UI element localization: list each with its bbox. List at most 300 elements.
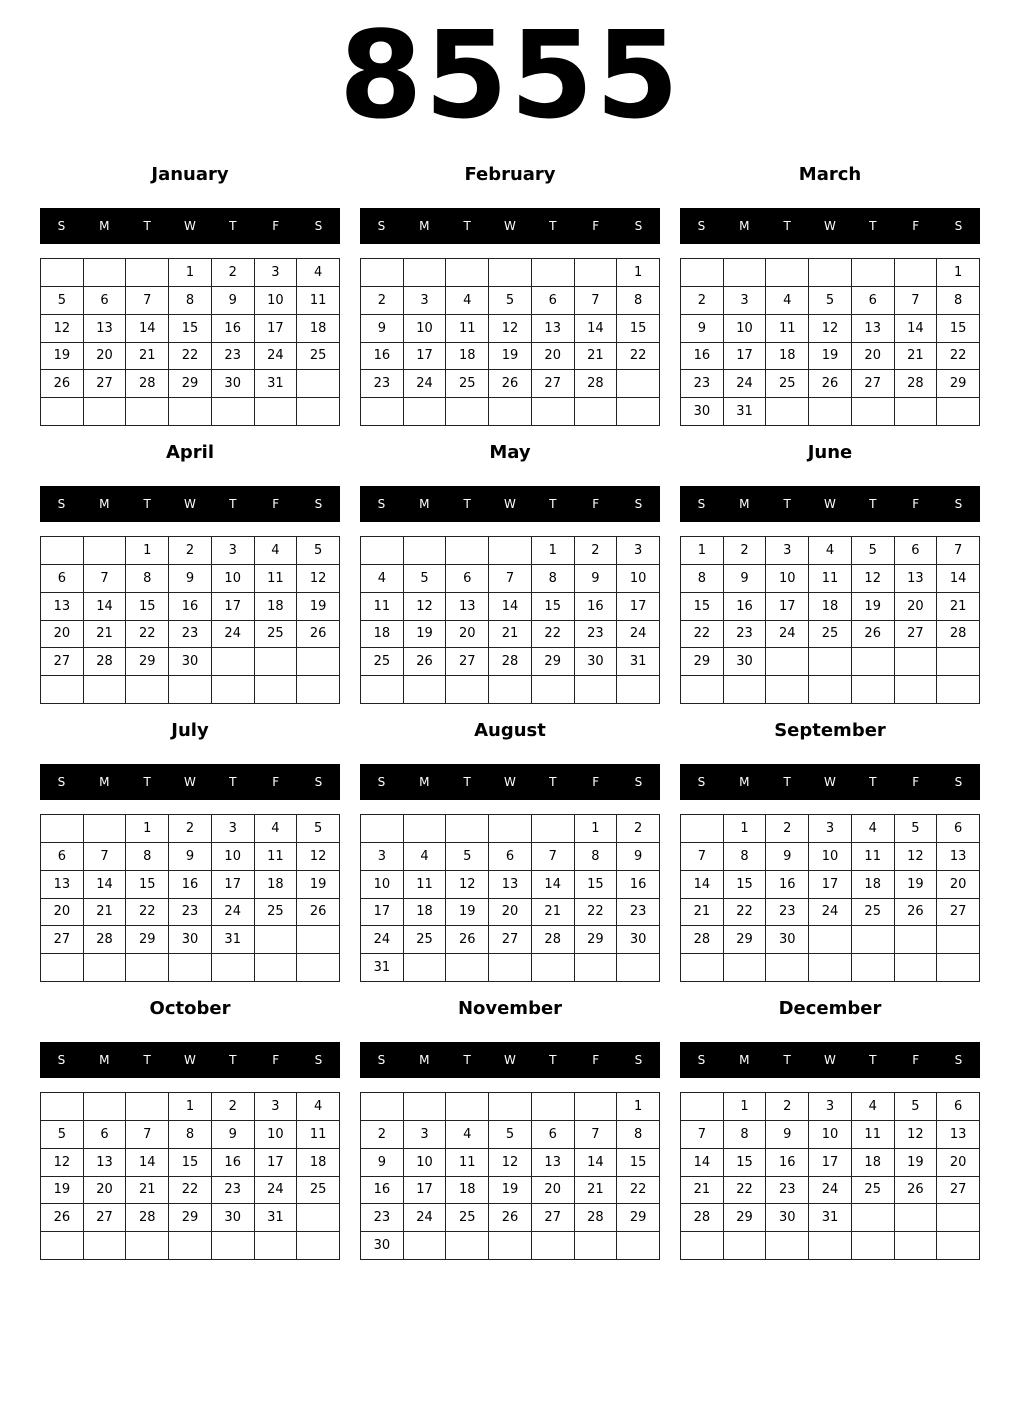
weekday-label: T — [549, 1053, 557, 1067]
weekday-label: T — [783, 219, 791, 233]
day-cell: 2 — [681, 287, 724, 315]
day-cell: 18 — [255, 871, 298, 899]
day-cell: 26 — [852, 621, 895, 649]
day-cell: 4 — [852, 815, 895, 843]
day-cell: 30 — [617, 926, 660, 954]
weekday-label: S — [954, 1053, 963, 1067]
weekday-label: S — [57, 1053, 66, 1067]
empty-day-cell — [852, 954, 895, 982]
day-cell: 2 — [617, 815, 660, 843]
empty-day-cell — [617, 954, 660, 982]
empty-day-cell — [297, 370, 340, 398]
empty-day-cell — [212, 1232, 255, 1260]
day-cell: 18 — [361, 621, 404, 649]
day-cell: 31 — [809, 1204, 852, 1232]
empty-day-cell — [809, 398, 852, 426]
day-cell: 24 — [809, 1177, 852, 1205]
day-cell: 28 — [937, 621, 980, 649]
day-cell: 9 — [766, 1121, 809, 1149]
day-cell: 24 — [255, 1177, 298, 1205]
day-cell: 29 — [126, 926, 169, 954]
month-name: May — [489, 442, 531, 463]
weekday-label: F — [912, 497, 920, 511]
empty-day-cell — [255, 926, 298, 954]
day-cell: 10 — [809, 1121, 852, 1149]
day-cell: 26 — [895, 899, 938, 927]
day-cell: 25 — [766, 370, 809, 398]
day-cell: 22 — [724, 1177, 767, 1205]
day-cell: 18 — [766, 343, 809, 371]
day-cell: 8 — [126, 843, 169, 871]
weekday-label: T — [869, 497, 877, 511]
day-cell: 11 — [446, 315, 489, 343]
weekday-label: T — [463, 1053, 471, 1067]
day-cell: 3 — [404, 1121, 447, 1149]
day-cell: 5 — [809, 287, 852, 315]
weekday-label: F — [592, 1053, 600, 1067]
day-cell: 29 — [169, 370, 212, 398]
day-cell: 1 — [126, 815, 169, 843]
day-cell: 16 — [212, 315, 255, 343]
day-cell: 7 — [532, 843, 575, 871]
empty-day-cell — [361, 259, 404, 287]
day-cell: 2 — [361, 287, 404, 315]
empty-day-cell — [297, 1232, 340, 1260]
empty-day-cell — [297, 1204, 340, 1232]
day-cell: 5 — [297, 537, 340, 565]
day-cell: 11 — [404, 871, 447, 899]
empty-day-cell — [937, 398, 980, 426]
empty-day-cell — [766, 398, 809, 426]
day-cell: 15 — [169, 315, 212, 343]
day-cell: 26 — [489, 370, 532, 398]
day-cell: 23 — [361, 1204, 404, 1232]
day-cell: 3 — [255, 259, 298, 287]
day-cell: 20 — [41, 899, 84, 927]
day-cell: 7 — [126, 287, 169, 315]
day-cell: 15 — [617, 1149, 660, 1177]
empty-day-cell — [404, 259, 447, 287]
empty-day-cell — [297, 676, 340, 704]
day-cell: 12 — [41, 315, 84, 343]
empty-day-cell — [766, 259, 809, 287]
day-grid — [680, 258, 980, 426]
day-cell: 14 — [681, 871, 724, 899]
weekday-label: T — [463, 775, 471, 789]
day-cell: 9 — [361, 1149, 404, 1177]
day-cell: 15 — [532, 593, 575, 621]
day-cell: 24 — [255, 343, 298, 371]
month-name: November — [457, 998, 563, 1019]
weekday-label: S — [634, 775, 643, 789]
day-cell: 26 — [297, 899, 340, 927]
empty-day-cell — [852, 648, 895, 676]
weekday-label: T — [869, 219, 877, 233]
day-cell: 16 — [169, 871, 212, 899]
day-cell: 8 — [532, 565, 575, 593]
day-cell: 21 — [532, 899, 575, 927]
day-cell: 8 — [681, 565, 724, 593]
day-cell: 2 — [766, 815, 809, 843]
day-cell: 11 — [361, 593, 404, 621]
empty-day-cell — [212, 954, 255, 982]
empty-day-cell — [724, 1232, 767, 1260]
empty-day-cell — [446, 398, 489, 426]
day-cell: 1 — [724, 815, 767, 843]
day-cell: 9 — [617, 843, 660, 871]
day-cell: 13 — [937, 1121, 980, 1149]
empty-day-cell — [404, 815, 447, 843]
weekday-header — [360, 1042, 660, 1078]
day-cell: 4 — [255, 815, 298, 843]
empty-day-cell — [852, 676, 895, 704]
weekday-label: T — [549, 497, 557, 511]
day-cell: 1 — [169, 259, 212, 287]
empty-day-cell — [681, 1093, 724, 1121]
day-cell: 30 — [361, 1232, 404, 1260]
day-cell: 21 — [575, 1177, 618, 1205]
empty-day-cell — [446, 954, 489, 982]
day-cell: 21 — [681, 1177, 724, 1205]
weekday-label: M — [419, 1053, 430, 1067]
weekday-label: M — [419, 775, 430, 789]
day-cell: 1 — [724, 1093, 767, 1121]
day-cell: 12 — [297, 843, 340, 871]
day-cell: 17 — [809, 871, 852, 899]
day-cell: 11 — [255, 843, 298, 871]
day-cell: 2 — [766, 1093, 809, 1121]
day-cell: 20 — [84, 1177, 127, 1205]
empty-day-cell — [404, 1093, 447, 1121]
weekday-label: M — [739, 775, 750, 789]
day-cell: 4 — [404, 843, 447, 871]
day-cell: 5 — [297, 815, 340, 843]
empty-day-cell — [126, 398, 169, 426]
day-cell: 2 — [212, 1093, 255, 1121]
empty-day-cell — [766, 648, 809, 676]
day-cell: 30 — [766, 1204, 809, 1232]
weekday-label: T — [783, 1053, 791, 1067]
day-grid — [680, 814, 980, 982]
day-cell: 27 — [895, 621, 938, 649]
day-cell: 4 — [446, 287, 489, 315]
empty-day-cell — [212, 676, 255, 704]
weekday-label: S — [57, 775, 66, 789]
empty-day-cell — [446, 1232, 489, 1260]
month-name: August — [474, 720, 546, 741]
weekday-label: M — [99, 497, 110, 511]
weekday-label: F — [272, 497, 280, 511]
empty-day-cell — [212, 398, 255, 426]
day-cell: 7 — [937, 537, 980, 565]
day-cell: 22 — [126, 621, 169, 649]
day-cell: 19 — [809, 343, 852, 371]
empty-day-cell — [532, 1232, 575, 1260]
empty-day-cell — [575, 954, 618, 982]
empty-day-cell — [895, 259, 938, 287]
day-cell: 27 — [41, 926, 84, 954]
day-cell: 7 — [84, 843, 127, 871]
day-cell: 23 — [617, 899, 660, 927]
weekday-label: S — [377, 775, 386, 789]
day-cell: 3 — [809, 1093, 852, 1121]
day-cell: 20 — [532, 343, 575, 371]
empty-day-cell — [126, 1093, 169, 1121]
day-grid — [360, 536, 660, 704]
weekday-label: F — [912, 219, 920, 233]
day-cell: 1 — [575, 815, 618, 843]
empty-day-cell — [404, 1232, 447, 1260]
day-cell: 4 — [446, 1121, 489, 1149]
day-cell: 29 — [169, 1204, 212, 1232]
weekday-header — [40, 208, 340, 244]
empty-day-cell — [361, 398, 404, 426]
day-cell: 28 — [489, 648, 532, 676]
empty-day-cell — [766, 676, 809, 704]
day-cell: 11 — [255, 565, 298, 593]
weekday-label: T — [783, 775, 791, 789]
empty-day-cell — [169, 398, 212, 426]
day-cell: 21 — [84, 621, 127, 649]
empty-day-cell — [404, 537, 447, 565]
day-grid — [40, 536, 340, 704]
empty-day-cell — [937, 648, 980, 676]
empty-day-cell — [532, 815, 575, 843]
day-cell: 18 — [255, 593, 298, 621]
day-cell: 14 — [84, 593, 127, 621]
empty-day-cell — [489, 537, 532, 565]
weekday-label: T — [143, 497, 151, 511]
day-cell: 7 — [681, 1121, 724, 1149]
empty-day-cell — [84, 676, 127, 704]
day-cell: 2 — [575, 537, 618, 565]
day-cell: 21 — [575, 343, 618, 371]
month-name: January — [151, 164, 229, 185]
day-cell: 29 — [575, 926, 618, 954]
day-cell: 24 — [212, 621, 255, 649]
empty-day-cell — [489, 398, 532, 426]
day-cell: 11 — [297, 1121, 340, 1149]
day-cell: 25 — [255, 899, 298, 927]
empty-day-cell — [895, 1232, 938, 1260]
day-cell: 27 — [489, 926, 532, 954]
day-cell: 14 — [532, 871, 575, 899]
day-cell: 6 — [937, 815, 980, 843]
day-cell: 11 — [809, 565, 852, 593]
day-cell: 26 — [446, 926, 489, 954]
day-cell: 27 — [532, 370, 575, 398]
day-cell: 2 — [724, 537, 767, 565]
day-cell: 10 — [766, 565, 809, 593]
empty-day-cell — [895, 954, 938, 982]
day-cell: 27 — [852, 370, 895, 398]
day-cell: 2 — [212, 259, 255, 287]
day-cell: 6 — [895, 537, 938, 565]
day-cell: 19 — [297, 871, 340, 899]
weekday-label: T — [783, 497, 791, 511]
empty-day-cell — [852, 398, 895, 426]
empty-day-cell — [255, 1232, 298, 1260]
day-cell: 10 — [361, 871, 404, 899]
month-name: October — [149, 998, 231, 1019]
day-cell: 13 — [532, 315, 575, 343]
day-cell: 1 — [169, 1093, 212, 1121]
day-cell: 25 — [361, 648, 404, 676]
empty-day-cell — [852, 926, 895, 954]
weekday-label: F — [272, 219, 280, 233]
empty-day-cell — [617, 370, 660, 398]
day-cell: 14 — [895, 315, 938, 343]
day-cell: 13 — [895, 565, 938, 593]
day-cell: 17 — [766, 593, 809, 621]
empty-day-cell — [895, 648, 938, 676]
year-title: 8555 — [339, 7, 681, 146]
empty-day-cell — [84, 1232, 127, 1260]
empty-day-cell — [532, 259, 575, 287]
day-cell: 7 — [489, 565, 532, 593]
weekday-label: T — [869, 775, 877, 789]
weekday-label: S — [954, 497, 963, 511]
empty-day-cell — [489, 676, 532, 704]
day-cell: 24 — [404, 370, 447, 398]
day-cell: 13 — [41, 593, 84, 621]
weekday-label: T — [229, 1053, 237, 1067]
day-cell: 1 — [532, 537, 575, 565]
empty-day-cell — [895, 1204, 938, 1232]
weekday-label: T — [549, 219, 557, 233]
month-name: September — [774, 720, 886, 741]
day-cell: 6 — [41, 565, 84, 593]
day-grid — [40, 814, 340, 982]
weekday-label: M — [99, 219, 110, 233]
day-grid — [680, 1092, 980, 1260]
day-cell: 26 — [809, 370, 852, 398]
day-cell: 1 — [617, 1093, 660, 1121]
day-cell: 24 — [361, 926, 404, 954]
day-cell: 20 — [446, 621, 489, 649]
empty-day-cell — [809, 648, 852, 676]
day-cell: 3 — [404, 287, 447, 315]
empty-day-cell — [852, 1232, 895, 1260]
day-cell: 26 — [895, 1177, 938, 1205]
day-cell: 9 — [724, 565, 767, 593]
day-cell: 3 — [766, 537, 809, 565]
day-cell: 10 — [809, 843, 852, 871]
day-cell: 6 — [84, 287, 127, 315]
day-cell: 23 — [169, 621, 212, 649]
day-cell: 7 — [681, 843, 724, 871]
empty-day-cell — [489, 954, 532, 982]
day-cell: 29 — [724, 926, 767, 954]
empty-day-cell — [255, 676, 298, 704]
month-name: March — [798, 164, 862, 185]
day-cell: 25 — [404, 926, 447, 954]
day-cell: 23 — [681, 370, 724, 398]
weekday-label: T — [143, 775, 151, 789]
day-cell: 28 — [126, 370, 169, 398]
weekday-label: W — [824, 497, 836, 511]
day-cell: 12 — [297, 565, 340, 593]
day-cell: 1 — [617, 259, 660, 287]
day-cell: 15 — [575, 871, 618, 899]
day-cell: 5 — [41, 287, 84, 315]
weekday-label: S — [314, 497, 323, 511]
empty-day-cell — [84, 954, 127, 982]
day-cell: 10 — [212, 565, 255, 593]
empty-day-cell — [575, 1093, 618, 1121]
empty-day-cell — [681, 1232, 724, 1260]
day-cell: 20 — [895, 593, 938, 621]
empty-day-cell — [126, 954, 169, 982]
weekday-label: T — [143, 219, 151, 233]
day-cell: 9 — [681, 315, 724, 343]
day-cell: 16 — [361, 343, 404, 371]
day-cell: 20 — [84, 343, 127, 371]
day-cell: 3 — [617, 537, 660, 565]
weekday-label: T — [869, 1053, 877, 1067]
day-cell: 15 — [937, 315, 980, 343]
day-cell: 10 — [724, 315, 767, 343]
weekday-label: T — [229, 219, 237, 233]
day-cell: 6 — [852, 287, 895, 315]
day-cell: 7 — [575, 287, 618, 315]
day-cell: 11 — [766, 315, 809, 343]
weekday-label: S — [377, 497, 386, 511]
day-cell: 22 — [937, 343, 980, 371]
empty-day-cell — [681, 954, 724, 982]
day-cell: 18 — [404, 899, 447, 927]
day-cell: 25 — [852, 1177, 895, 1205]
empty-day-cell — [255, 954, 298, 982]
day-cell: 2 — [169, 537, 212, 565]
day-cell: 9 — [169, 843, 212, 871]
empty-day-cell — [895, 676, 938, 704]
empty-day-cell — [766, 1232, 809, 1260]
day-cell: 8 — [617, 287, 660, 315]
day-cell: 30 — [575, 648, 618, 676]
day-cell: 9 — [212, 1121, 255, 1149]
day-cell: 16 — [724, 593, 767, 621]
weekday-label: F — [912, 775, 920, 789]
day-cell: 14 — [126, 1149, 169, 1177]
empty-day-cell — [724, 259, 767, 287]
day-cell: 30 — [169, 648, 212, 676]
day-cell: 14 — [575, 1149, 618, 1177]
day-cell: 26 — [41, 370, 84, 398]
day-cell: 29 — [937, 370, 980, 398]
day-cell: 12 — [852, 565, 895, 593]
day-cell: 9 — [212, 287, 255, 315]
empty-day-cell — [532, 1093, 575, 1121]
day-cell: 4 — [766, 287, 809, 315]
day-cell: 22 — [169, 343, 212, 371]
empty-day-cell — [297, 926, 340, 954]
day-cell: 6 — [84, 1121, 127, 1149]
day-cell: 13 — [84, 1149, 127, 1177]
day-cell: 6 — [937, 1093, 980, 1121]
day-cell: 17 — [724, 343, 767, 371]
empty-day-cell — [404, 954, 447, 982]
day-cell: 27 — [532, 1204, 575, 1232]
month-name: July — [171, 720, 209, 741]
day-cell: 17 — [404, 343, 447, 371]
day-cell: 1 — [681, 537, 724, 565]
day-cell: 22 — [169, 1177, 212, 1205]
weekday-header — [360, 486, 660, 522]
empty-day-cell — [255, 398, 298, 426]
day-cell: 16 — [212, 1149, 255, 1177]
day-cell: 29 — [681, 648, 724, 676]
